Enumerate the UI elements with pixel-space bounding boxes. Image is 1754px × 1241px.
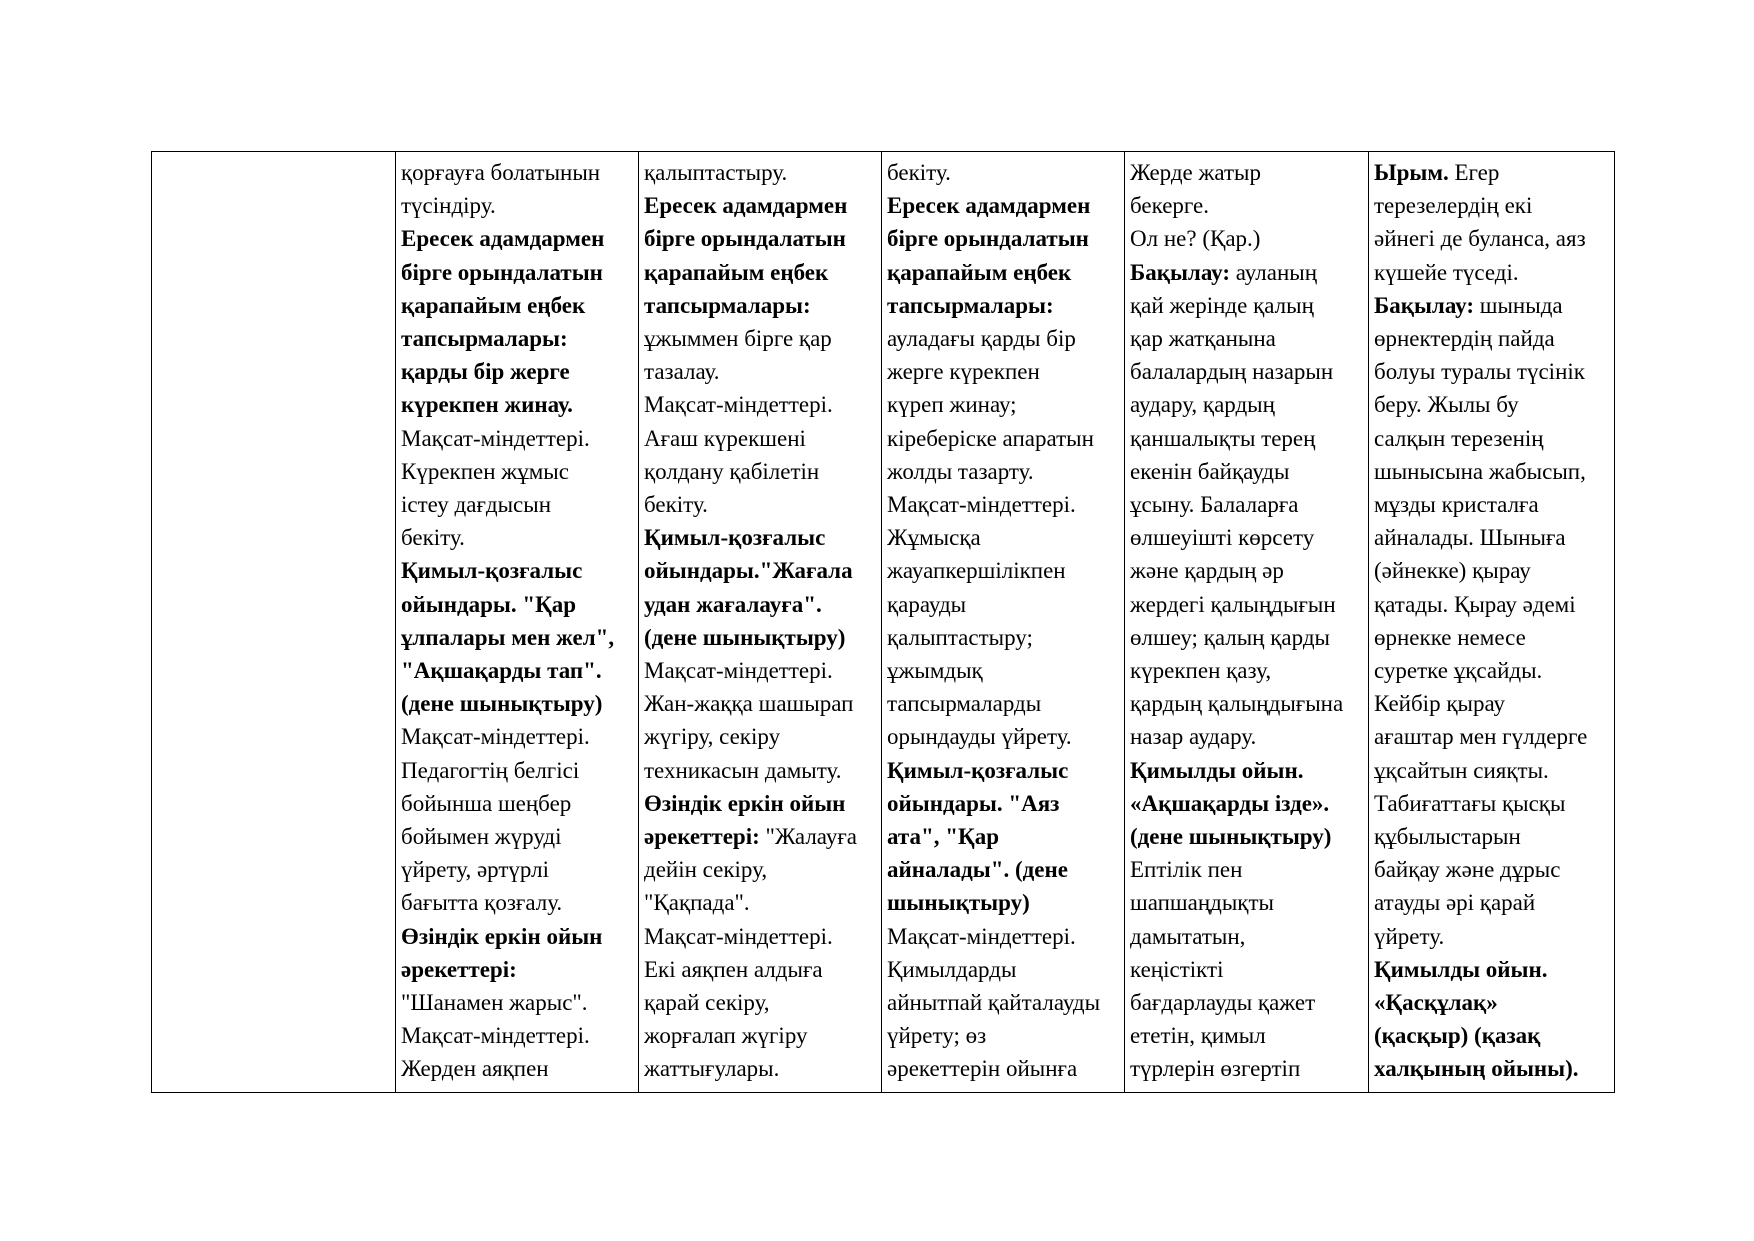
text-line: ойындары."Жағала: [644, 558, 853, 584]
text-line: өрнектердің пайда: [1374, 326, 1555, 352]
text-line-bold-part: Бақылау:: [1130, 259, 1231, 285]
text-line: ұқсайтын сияқты.: [1374, 757, 1549, 783]
plan-table: [151, 151, 1615, 1093]
text-line: Қимылдарды: [887, 956, 1017, 982]
text-line: Мақсат-міндеттері.: [644, 658, 833, 684]
text-line: Мақсат-міндеттері.: [401, 425, 590, 451]
text-line-rest: Егер: [1448, 160, 1500, 185]
text-line: айналады. Шыныға: [1374, 525, 1566, 551]
text-line: шынықтыру): [887, 890, 1030, 916]
text-line: болуы туралы түсінік: [1374, 359, 1585, 385]
text-line: "Ақшақарды тап".: [401, 658, 602, 684]
text-line: қарай секіру,: [644, 990, 770, 1016]
text-line: Ол не? (Қар.): [1130, 226, 1261, 252]
text-line: жүгіру, секіру: [644, 724, 781, 750]
text-line: қаншалықты терең: [1130, 425, 1316, 451]
cell-day-2: [639, 152, 882, 1093]
text-line: ұлпалары мен жел",: [401, 624, 615, 650]
text-line: бағдарлауды қажет: [1130, 990, 1316, 1016]
text-line: атауды әрі қарай: [1374, 890, 1536, 916]
text-line: ағаштар мен гүлдерге: [1374, 724, 1588, 750]
cell-day-4: [1125, 152, 1369, 1093]
text-line: әрекеттері:: [401, 956, 517, 982]
text-line: жаттығулары.: [644, 1056, 780, 1082]
text-line: аудару, қардың: [1130, 392, 1275, 418]
text-line: Қимыл-қозғалыс: [644, 525, 826, 551]
text-line: Өзіндік еркін ойын: [401, 923, 603, 949]
text-line: дамытатын,: [1130, 923, 1246, 949]
text-line: жорғалап жүгіру: [644, 1023, 808, 1049]
text-line: Мақсат-міндеттері.: [401, 724, 590, 750]
table-row: [152, 152, 1615, 1093]
cell-day-1: [396, 152, 639, 1093]
cell-label-column: [152, 152, 396, 1093]
text-line: өрнекке немесе: [1374, 624, 1526, 650]
text-line: әрекеттерін ойынға: [887, 1056, 1078, 1082]
text-line: балалардың назарын: [1130, 359, 1334, 385]
text-line: техникасын дамыту.: [644, 757, 842, 783]
text-line: бірге орындалатын: [401, 259, 603, 285]
text-line: [1374, 289, 1610, 322]
text-line: Мақсат-міндеттері.: [887, 492, 1076, 518]
text-line: шынысына жабысып,: [1374, 458, 1586, 484]
text-line: істеу дағдысын: [401, 492, 552, 518]
text-line: айналады". (дене: [887, 857, 1068, 883]
text-line: жолды тазарту.: [887, 458, 1034, 484]
text-line: Жұмысқа: [887, 525, 981, 551]
text-line: орындауды үйрету.: [887, 724, 1072, 750]
text-line: бойынша шеңбер: [401, 790, 572, 816]
text-line: тапсырмаларды: [887, 691, 1042, 717]
text-line: қарауды: [887, 591, 967, 617]
text-line: Екі аяқпен алдыға: [644, 956, 823, 982]
text-line: Қимылды ойын.: [1374, 956, 1548, 982]
text-line: қар жатқанына: [1130, 326, 1276, 352]
text-line: бірге орындалатын: [644, 226, 846, 252]
text-line: [1374, 156, 1610, 189]
text-line: ойындары. "Қар: [401, 591, 577, 617]
text-line: бірге орындалатын: [887, 226, 1089, 252]
text-line: жердегі қалыңдығын: [1130, 591, 1336, 617]
text-line: терезелердің екі: [1374, 193, 1533, 219]
text-line-rest: шыныда: [1474, 292, 1563, 318]
text-line: күшейе түседі.: [1374, 259, 1519, 285]
text-line: бекіту.: [887, 160, 951, 185]
text-line: айнытпай қайталауды: [887, 990, 1101, 1016]
text-line: шапшаңдықты: [1130, 890, 1274, 916]
text-line: қарапайым еңбек: [887, 259, 1072, 285]
text-line: [1130, 256, 1364, 289]
text-line: удан жағалауға".: [644, 591, 822, 617]
text-line: назар аудару.: [1130, 724, 1257, 750]
text-line: үйрету.: [1374, 923, 1445, 949]
text-line: Мақсат-міндеттері.: [644, 392, 833, 418]
text-line: Ересек адамдармен: [401, 226, 605, 252]
text-line: (дене шынықтыру): [644, 624, 846, 650]
text-line: бекіту.: [401, 525, 465, 551]
cell-day-3: [882, 152, 1125, 1093]
text-line: Мақсат-міндеттері.: [401, 1023, 590, 1049]
text-line: Кейбір қырау: [1374, 691, 1505, 717]
text-line: ұжыммен бірге қар: [644, 326, 832, 352]
text-line: ауладағы қарды бір: [887, 326, 1076, 352]
text-line: (қасқыр) (қазақ: [1374, 1023, 1541, 1049]
text-line: Ептілік пен: [1130, 857, 1243, 883]
text-line: (дене шынықтыру): [401, 691, 603, 717]
text-line: күреп жинау;: [887, 392, 1017, 418]
text-line-rest: ауланың: [1230, 259, 1318, 285]
text-line: қалыптастыру;: [887, 624, 1033, 650]
text-line: Жерден аяқпен: [401, 1056, 549, 1082]
text-line: (дене шынықтыру): [1130, 824, 1332, 850]
text-line: жауапкершілікпен: [887, 558, 1066, 584]
text-line: Табиғаттағы қысқы: [1374, 790, 1566, 816]
text-line: өлшеуішті көрсету: [1130, 525, 1315, 551]
text-line: қалыптастыру.: [644, 160, 788, 185]
text-line: кеңістікті: [1130, 956, 1224, 982]
text-line: Күрекпен жұмыс: [401, 458, 569, 484]
text-line: бекерге.: [1130, 193, 1210, 219]
text-line: салқын терезенің: [1374, 425, 1544, 451]
text-line: қарды бір жерге: [401, 359, 570, 385]
text-line: (әйнекке) қырау: [1374, 558, 1531, 584]
text-line: бағытта қозғалу.: [401, 890, 563, 916]
text-line: "Шанамен жарыс".: [401, 990, 588, 1016]
text-line: тапсырмалары:: [887, 292, 1054, 318]
text-line: тапсырмалары:: [644, 292, 811, 318]
text-line: бойымен жүруді: [401, 824, 562, 850]
text-line: және қардың әр: [1130, 558, 1284, 584]
text-line: жерге күрекпен: [887, 359, 1040, 385]
text-line: қай жерінде қалың: [1130, 292, 1314, 318]
text-line-bold-part: әрекеттері:: [644, 824, 760, 850]
text-line: екенін байқауды: [1130, 458, 1290, 484]
text-line-rest: "Жалауға: [759, 824, 857, 850]
text-line: үйрету; өз: [887, 1023, 987, 1049]
text-line: «Қасқұлақ»: [1374, 990, 1498, 1016]
text-line-bold-part: Бақылау:: [1374, 292, 1475, 318]
text-line: бекіту.: [644, 492, 708, 518]
text-line: Мақсат-міндеттері.: [887, 923, 1076, 949]
text-line: Мақсат-міндеттері.: [644, 923, 833, 949]
text-line: Педагогтің белгісі: [401, 757, 580, 783]
text-line-bold-part: Ырым.: [1374, 160, 1449, 185]
text-line: әйнегі де буланса, аяз: [1374, 226, 1586, 252]
text-line: қарапайым еңбек: [401, 292, 586, 318]
text-line: Ересек адамдармен: [887, 193, 1091, 219]
text-line: [644, 820, 877, 853]
text-line: беру. Жылы бу: [1374, 392, 1519, 418]
text-line: "Қақпада".: [644, 890, 750, 916]
text-line: тапсырмалары:: [401, 326, 568, 352]
text-line: кіреберіске апаратын: [887, 425, 1094, 451]
text-line: «Ақшақарды ізде».: [1130, 790, 1330, 816]
text-line: ұжымдық: [887, 658, 983, 684]
text-line: Қимылды ойын.: [1130, 757, 1304, 783]
text-line: Ағаш күрекшені: [644, 425, 806, 451]
text-line: түрлерін өзгертіп: [1130, 1056, 1301, 1082]
text-line: байқау және дұрыс: [1374, 857, 1561, 883]
text-line: қарапайым еңбек: [644, 259, 829, 285]
text-line: қатады. Қырау әдемі: [1374, 591, 1576, 617]
text-line: өлшеу; қалың қарды: [1130, 624, 1330, 650]
text-line: құбылыстарын: [1374, 824, 1521, 850]
text-line: ұсыну. Балаларға: [1130, 492, 1299, 518]
text-line: тазалау.: [644, 359, 720, 385]
text-line: суретке ұқсайды.: [1374, 658, 1543, 684]
text-line: Жерде жатыр: [1130, 160, 1262, 185]
text-line: халқының ойыны).: [1374, 1056, 1579, 1082]
text-line: ата", "Қар: [887, 824, 999, 850]
text-line: түсіндіру.: [401, 193, 496, 219]
text-line: үйрету, әртүрлі: [401, 857, 549, 883]
text-line: ететін, қимыл: [1130, 1023, 1266, 1049]
text-line: Өзіндік еркін ойын: [644, 790, 846, 816]
text-line: Жан-жаққа шашырап: [644, 691, 854, 717]
text-line: дейін секіру,: [644, 857, 768, 883]
text-line: күрекпен жинау.: [401, 392, 573, 418]
cell-day-5: [1369, 152, 1615, 1093]
text-line: Қимыл-қозғалыс: [887, 757, 1069, 783]
text-line: мұзды кристалға: [1374, 492, 1539, 518]
text-line: қардың қалыңдығына: [1130, 691, 1344, 717]
text-line: қолдану қабілетін: [644, 458, 820, 484]
text-line: қорғауға болатынын: [401, 160, 601, 185]
text-line: ойындары. "Аяз: [887, 790, 1060, 816]
text-line: Ересек адамдармен: [644, 193, 848, 219]
text-line: күрекпен қазу,: [1130, 658, 1272, 684]
text-line: Қимыл-қозғалыс: [401, 558, 583, 584]
